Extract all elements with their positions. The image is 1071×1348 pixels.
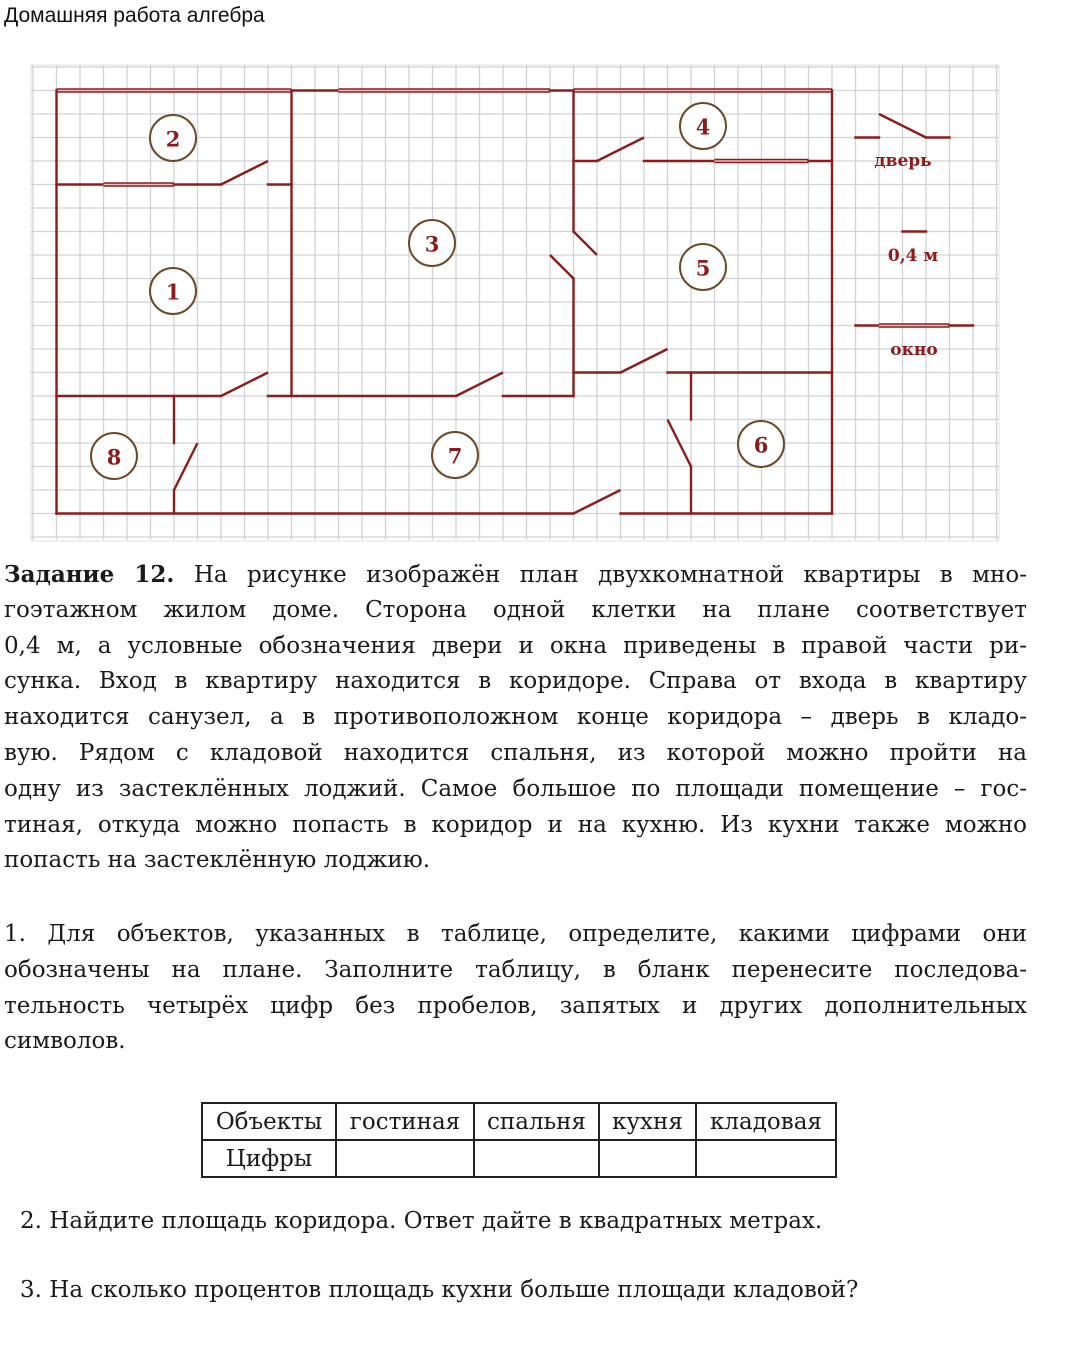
table-header-cell: Объекты [202, 1103, 336, 1140]
task-line: сунка. Вход в квартиру находится в коридоре. Справа от входа в квартиру [4, 668, 1027, 695]
answer-table [201, 1102, 837, 1178]
task-text [4, 557, 1027, 879]
task-line: тиная, откуда можно попасть в коридор и на кухню. Из кухни также можно [4, 811, 1027, 838]
answer-cell[interactable] [696, 1140, 836, 1177]
question-1-line: 1. Для объектов, указанных в таблице, определите, какими цифрами они [4, 921, 1027, 947]
room-number-6 [738, 421, 784, 467]
task-line: вую. Рядом с кладовой находится спальня, из которой можно пройти на [4, 739, 1027, 766]
table-header-cell: кухня [599, 1103, 696, 1140]
task-line: одну из застеклённых лоджий. Самое большое по площади помещение – гос- [4, 775, 1027, 802]
room-number-1 [150, 268, 196, 314]
table-row-label: Цифры [202, 1140, 336, 1177]
room-number-label: 1 [165, 279, 181, 305]
task-line-text: На рисунке изображён план двухкомнатной квартиры в мно- [193, 562, 1027, 588]
room-number-4 [680, 103, 726, 149]
question-2: 2. Найдите площадь коридора. Ответ дайте в квадратных метрах. [20, 1208, 823, 1234]
answer-cell[interactable] [336, 1140, 474, 1177]
task-line: гоэтажном жилом доме. Сторона одной клетки на плане соответствует [4, 596, 1027, 623]
question-1-line: тельность четырёх цифр без пробелов, запятых и других дополнительных [4, 992, 1027, 1019]
room-number-label: 7 [447, 443, 463, 469]
room-number-7 [432, 432, 478, 478]
answer-cell[interactable] [474, 1140, 599, 1177]
answer-cell[interactable] [599, 1140, 696, 1177]
table-header-cell: кладовая [696, 1103, 836, 1140]
room-number-label: 6 [753, 432, 769, 458]
room-number-label: 8 [106, 444, 122, 470]
room-number-label: 2 [165, 126, 181, 152]
room-number-8 [91, 433, 137, 479]
legend-scale-label: 0,4 м [887, 246, 939, 266]
question-1 [4, 917, 1027, 1060]
room-number-3 [409, 220, 455, 266]
task-line: находится санузел, а в противоположном конце коридора – дверь в кладо- [4, 704, 1027, 731]
question-1-line: обозначены на плане. Заполните таблицу, в бланк перенесите последова- [4, 956, 1027, 983]
table-row [202, 1140, 836, 1177]
task-line [4, 557, 1027, 593]
question-1-line: символов. [4, 1028, 126, 1055]
room-number-5 [680, 244, 726, 290]
task-title: Задание 12. [4, 561, 175, 588]
task-line: попасть на застеклённую лоджию. [4, 847, 431, 874]
room-number-label: 5 [695, 255, 711, 281]
task-line: 0,4 м, а условные обозначения двери и окна приведены в правой части ри- [4, 632, 1027, 659]
room-number-2 [150, 115, 196, 161]
document-title: Домашняя работа алгебра [4, 4, 265, 27]
legend-door-label: дверь [874, 151, 932, 171]
table-header-cell: спальня [474, 1103, 599, 1140]
table-header-row [202, 1103, 836, 1140]
room-number-label: 3 [424, 231, 440, 257]
legend-window-label: окно [890, 340, 938, 360]
apartment-floor-plan [0, 0, 1071, 560]
question-3: 3. На сколько процентов площадь кухни больше площади кладовой? [20, 1277, 859, 1303]
room-number-label: 4 [695, 114, 711, 140]
table-header-cell: гостиная [336, 1103, 474, 1140]
